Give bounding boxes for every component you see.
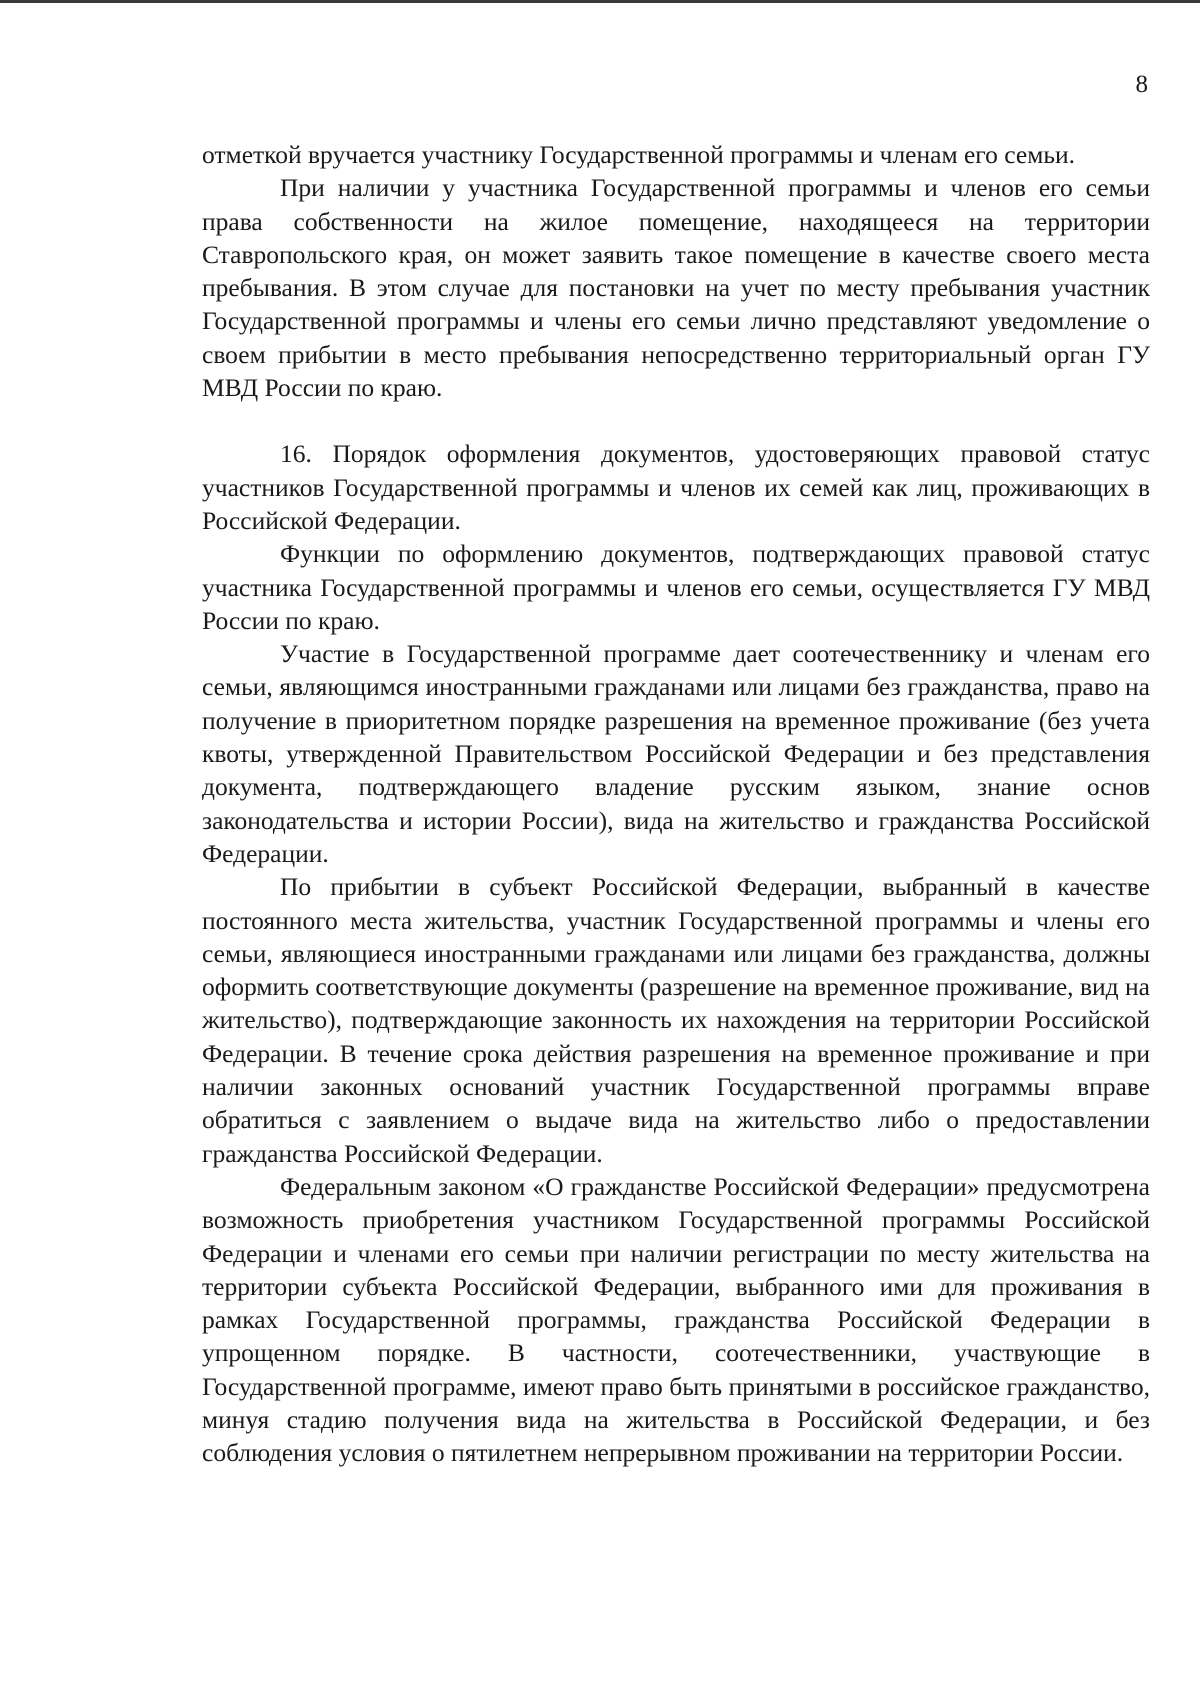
paragraph-continuation: отметкой вручается участнику Государственной программы и членам его семьи. — [202, 140, 1075, 169]
paragraph-residence-property: При наличии у участника Государственной программы и членов его семьи права собственности на жилое помещение, находящееся на территории Ставропольского края, он может заявить такое помещение в качестве своего места пребывания. В этом случае для постановки на учет по месту пребывания участник Государственной программы и члены его семьи лично представляют уведомление о своем прибытии в место пребывания непосредственно территориальный орган ГУ МВД России по краю. — [202, 173, 1150, 403]
page-number: 8 — [1135, 71, 1148, 98]
section-16-heading: 16. Порядок оформления документов, удостоверяющих правовой статус участников Государственной программы и членов их семей как лиц, проживающих в Российской Федерации. — [202, 439, 1150, 535]
paragraph-document-functions: Функции по оформлению документов, подтверждающих правовой статус участника Государственной программы и членов его семьи, осуществляется ГУ МВД России по краю. — [202, 539, 1150, 635]
top-border-line — [0, 0, 1200, 3]
document-body — [202, 138, 1150, 1470]
paragraph-arrival-documents: По прибытии в субъект Российской Федерации, выбранный в качестве постоянного места жительства, участник Государственной программы и члены его семьи, являющиеся иностранными гражданами или лицами без гражданства, должны оформить соответствующие документы (разрешение на временное проживание, вид на жительство), подтверждающие законность их нахождения на территории Российской Федерации. В течение срока действия разрешения на временное проживание и при наличии законных оснований участник Государственной программы вправе обратиться с заявлением о выдаче вида на жительство либо о предоставлении гражданства Российской Федерации. — [202, 872, 1150, 1168]
paragraph-citizenship-law: Федеральным законом «О гражданстве Российской Федерации» предусмотрена возможность приобретения участником Государственной программы Российской Федерации и членами его семьи при наличии регистрации по месту жительства на территории субъекта Российской Федерации, выбранного ими для проживания в рамках Государственной программы, гражданства Российской Федерации в упрощенном порядке. В частности, соотечественники, участвующие в Государственной программе, имеют право быть принятыми в российское гражданство, минуя стадию получения вида на жительства в Российской Федерации, и без соблюдения условия о пятилетнем непрерывном проживании на территории России. — [202, 1171, 1150, 1468]
paragraph-participation-rights: Участие в Государственной программе дает соотечественнику и членам его семьи, являющимся иностранными гражданами или лицами без гражданства, право на получение в приоритетном порядке разрешения на временное проживание (без учета квоты, утвержденной Правительством Российской Федерации и без представления документа, подтверждающего владение русским языком, знание основ законодательства и истории России), вида на жительство и гражданства Российской Федерации. — [202, 639, 1150, 868]
